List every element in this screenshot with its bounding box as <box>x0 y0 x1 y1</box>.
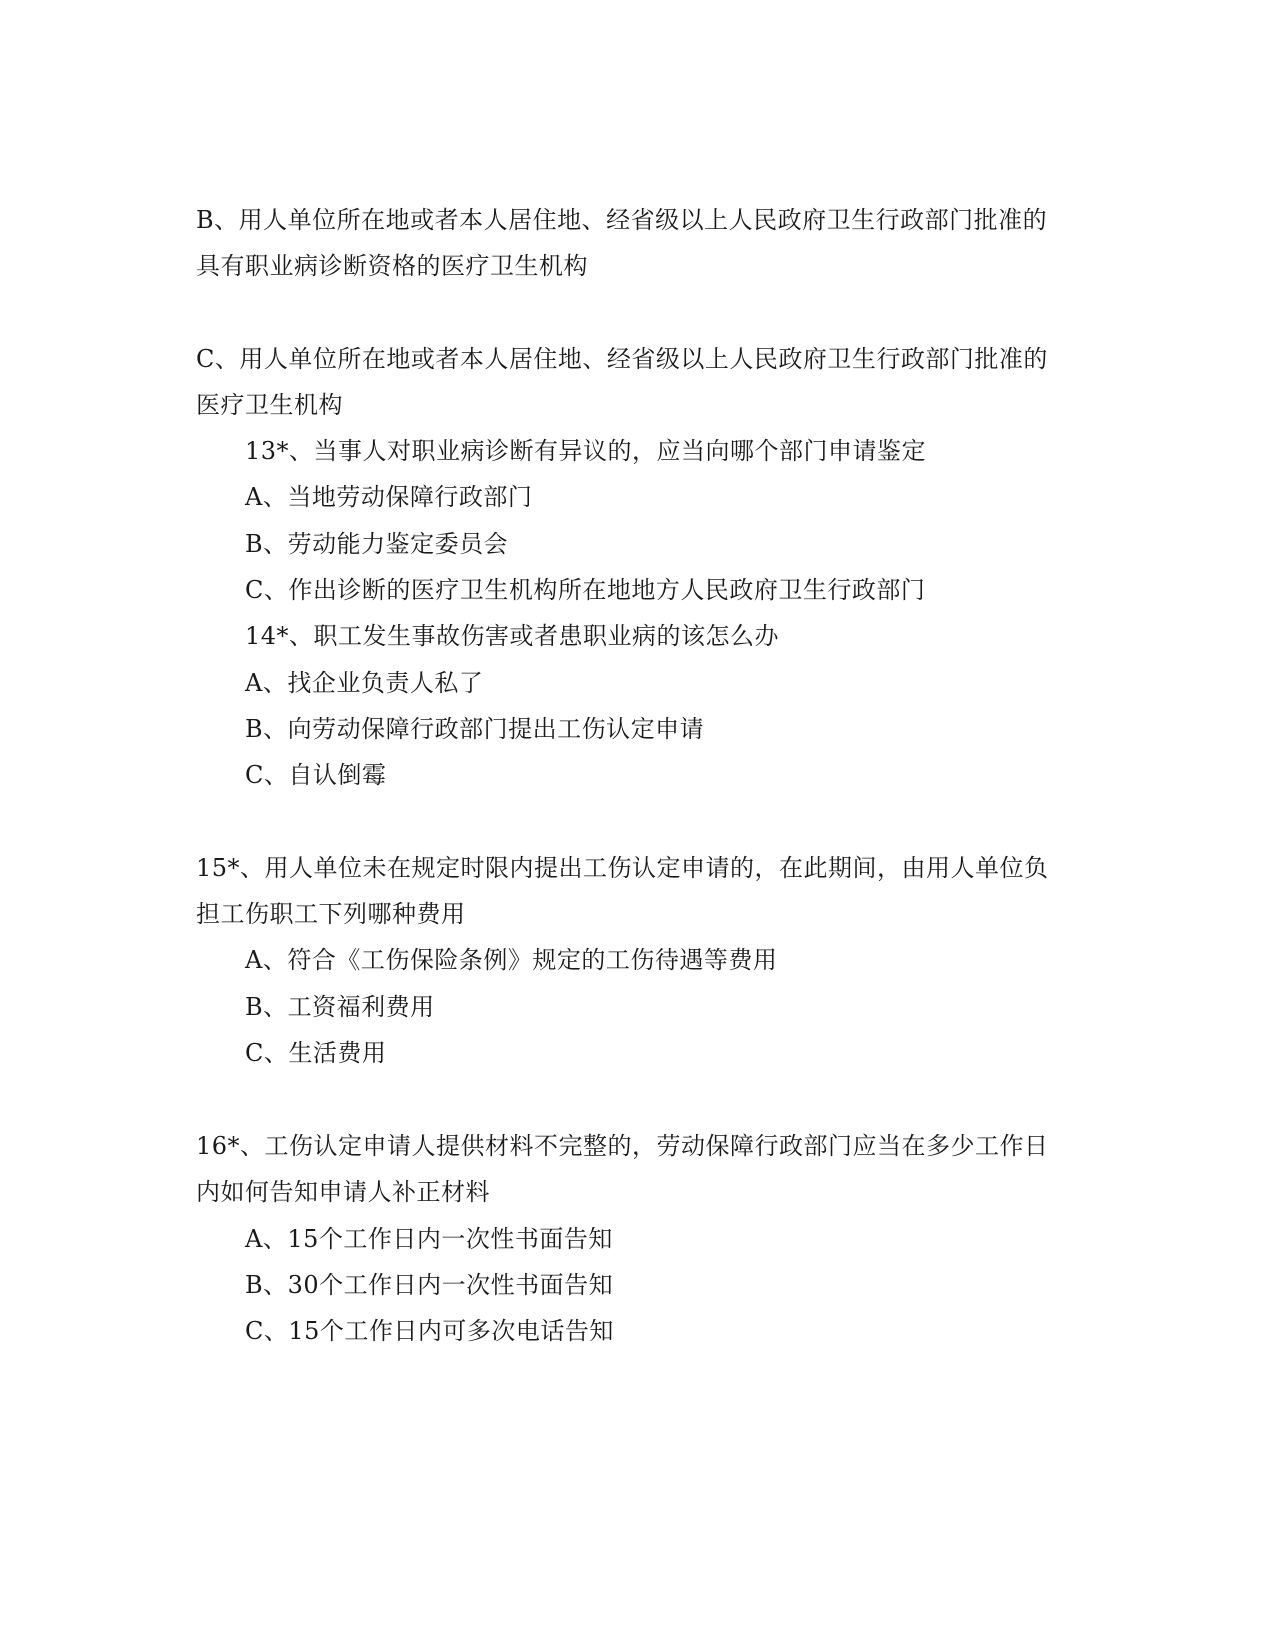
question-14-option-a: A、找企业负责人私了 <box>245 669 484 697</box>
question-14-option-b: B、向劳动保障行政部门提出工伤认定申请 <box>245 715 705 743</box>
question-15-option-c: C、生活费用 <box>245 1039 387 1067</box>
question-16-text-line-2: 内如何告知申请人补正材料 <box>196 1178 490 1206</box>
question-15-text-line-2: 担工伤职工下列哪种费用 <box>196 900 466 928</box>
question-13-option-a: A、当地劳动保障行政部门 <box>245 483 533 511</box>
question-15-option-a: A、符合《工伤保险条例》规定的工伤待遇等费用 <box>245 946 778 974</box>
question-15-option-b: B、工资福利费用 <box>245 993 435 1021</box>
question-16-option-b: B、30个工作日内一次性书面告知 <box>245 1271 614 1299</box>
question-14-option-c: C、自认倒霉 <box>245 761 387 789</box>
question-16-option-a: A、15个工作日内一次性书面告知 <box>245 1225 613 1253</box>
option-12b-line-2: 具有职业病诊断资格的医疗卫生机构 <box>196 252 588 280</box>
option-12c-line-2: 医疗卫生机构 <box>196 391 343 419</box>
option-12b-line-1: B、用人单位所在地或者本人居住地、经省级以上人民政府卫生行政部门批准的 <box>196 206 1048 234</box>
question-13-text: 13*、当事人对职业病诊断有异议的，应当向哪个部门申请鉴定 <box>245 437 927 465</box>
question-16-text-line-1: 16*、工伤认定申请人提供材料不完整的，劳动保障行政部门应当在多少工作日 <box>196 1132 1049 1160</box>
question-15-text-line-1: 15*、用人单位未在规定时限内提出工伤认定申请的，在此期间，由用人单位负 <box>196 854 1049 882</box>
question-13-option-c: C、作出诊断的医疗卫生机构所在地地方人民政府卫生行政部门 <box>245 576 926 604</box>
option-12c-line-1: C、用人单位所在地或者本人居住地、经省级以上人民政府卫生行政部门批准的 <box>196 345 1048 373</box>
question-13-option-b: B、劳动能力鉴定委员会 <box>245 530 509 558</box>
question-14-text: 14*、职工发生事故伤害或者患职业病的该怎么办 <box>245 622 780 650</box>
question-16-option-c: C、15个工作日内可多次电话告知 <box>245 1317 614 1345</box>
